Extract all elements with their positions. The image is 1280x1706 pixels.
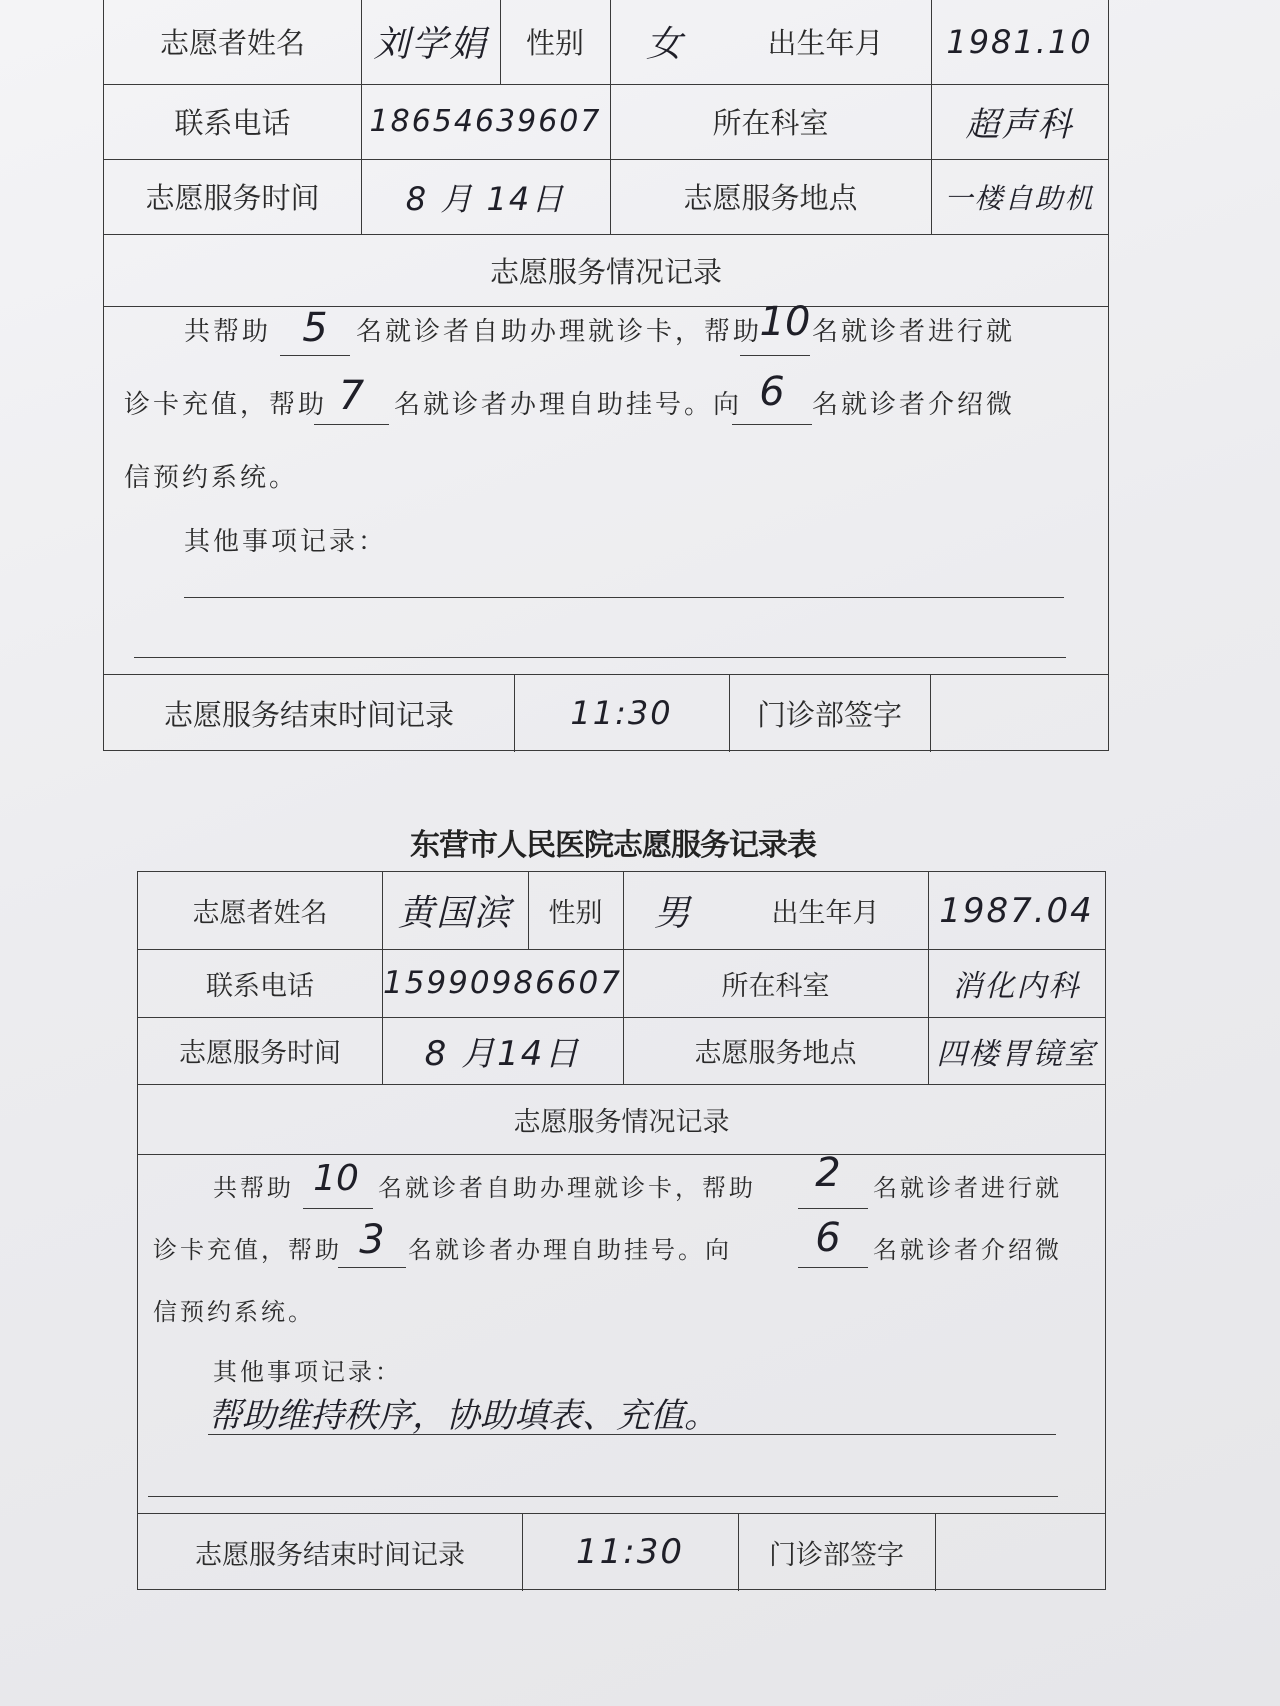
other-value: 帮助维持秩序，协助填表、充值。 (208, 1396, 718, 1436)
name-value: 黄国滨 (397, 893, 512, 934)
name-label: 志愿者姓名 (159, 26, 305, 60)
dept-label: 所在科室 (712, 106, 829, 140)
blank-recharge (798, 1208, 868, 1209)
time-value: 8 月14日 (424, 1034, 581, 1074)
gender-label: 性别 (525, 26, 584, 60)
end-time-value: 11:30 (570, 694, 673, 732)
other-line-2 (148, 1496, 1058, 1497)
phone-label: 联系电话 (174, 106, 291, 140)
blank-register (338, 1267, 406, 1268)
recharge-count: 2 (815, 1150, 841, 1196)
name-label: 志愿者姓名 (192, 898, 328, 929)
p-register: 名就诊者办理自助挂号。向 (394, 390, 743, 420)
p-recharge-b: 诊卡充值，帮助 (124, 390, 328, 420)
place-label: 志愿服务地点 (694, 1038, 857, 1069)
blank-wechat (732, 424, 812, 425)
sign-value (935, 1513, 1105, 1591)
record-form-1 (103, 0, 1109, 751)
time-label: 志愿服务时间 (145, 181, 320, 215)
p-register: 名就诊者办理自助挂号。向 (408, 1236, 732, 1264)
name-value: 刘学娟 (373, 24, 488, 65)
p-intro-b: 信预约系统。 (124, 463, 299, 493)
p-recharge-a: 名就诊者进行就 (873, 1174, 1062, 1202)
end-time-value: 11:30 (576, 1532, 684, 1572)
birth-value: 1987.04 (939, 890, 1094, 931)
other-line-2 (134, 657, 1066, 658)
record-header: 志愿服务情况记录 (513, 1106, 730, 1138)
place-label: 志愿服务地点 (683, 181, 858, 215)
birth-label: 出生年月 (771, 898, 880, 929)
register-count: 3 (359, 1217, 385, 1263)
blank-card (280, 355, 350, 356)
dept-label: 所在科室 (721, 970, 830, 1002)
place-value: 四楼胃镜室 (936, 1036, 1097, 1072)
dept-value: 消化内科 (952, 969, 1081, 1004)
record-form-2 (137, 871, 1106, 1590)
phone-value: 15990986607 (383, 965, 622, 1001)
gender-value: 女 (645, 24, 684, 65)
other-label: 其他事项记录： (184, 527, 388, 557)
birth-label: 出生年月 (767, 26, 884, 60)
p-recharge-a: 名就诊者进行就 (812, 317, 1016, 347)
form-title: 东营市人民医院志愿服务记录表 (410, 828, 816, 863)
card-count: 10 (313, 1158, 359, 1199)
wechat-count: 6 (815, 1215, 841, 1261)
p-intro-b: 信预约系统。 (153, 1298, 315, 1326)
gender-label: 性别 (548, 898, 603, 929)
record-header: 志愿服务情况记录 (489, 254, 722, 289)
blank-recharge (740, 355, 810, 356)
other-label: 其他事项记录： (213, 1358, 402, 1386)
p-card: 名就诊者自助办理就诊卡，帮助 (378, 1174, 756, 1202)
phone-label: 联系电话 (206, 970, 314, 1002)
recharge-count: 10 (759, 299, 811, 345)
p-help: 共帮助 (184, 317, 272, 347)
card-count: 5 (302, 305, 328, 351)
blank-card (303, 1208, 373, 1209)
p-card: 名就诊者自助办理就诊卡，帮助 (356, 317, 763, 347)
blank-register (314, 424, 389, 425)
p-intro-a: 名就诊者介绍微 (812, 390, 1016, 420)
p-intro-a: 名就诊者介绍微 (873, 1236, 1062, 1264)
place-value: 一楼自助机 (944, 181, 1095, 215)
time-label: 志愿服务时间 (179, 1038, 341, 1069)
end-time-label: 志愿服务结束时间记录 (195, 1539, 465, 1571)
gender-value: 男 (653, 893, 692, 934)
p-recharge-b: 诊卡充值，帮助 (153, 1236, 342, 1264)
blank-wechat (798, 1267, 868, 1268)
register-count: 7 (338, 373, 365, 419)
time-value: 8 月 14日 (405, 179, 566, 218)
phone-value: 18654639607 (369, 104, 602, 139)
p-help: 共帮助 (213, 1174, 294, 1202)
sign-value (930, 674, 1108, 752)
birth-value: 1981.10 (946, 22, 1093, 61)
other-line-1 (208, 1434, 1056, 1435)
wechat-count: 6 (759, 369, 785, 415)
end-time-label: 志愿服务结束时间记录 (163, 697, 454, 732)
sign-label: 门诊部签字 (769, 1539, 904, 1571)
other-line-1 (184, 597, 1064, 598)
dept-value: 超声科 (965, 105, 1074, 145)
sign-label: 门诊部签字 (756, 697, 902, 732)
